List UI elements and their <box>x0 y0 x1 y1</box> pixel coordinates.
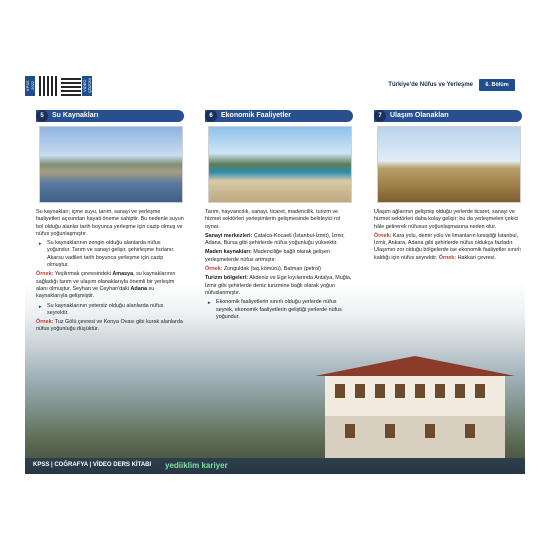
example <box>205 266 353 273</box>
bullet-item: ► Su kaynaklarının zengin olduğu alanlarda nüfus yoğundur. Tarım ve sanayi gelişir, şehirleşme hızlanır. Akarsu vadileri tarih boyunca yerleşme için cazip olmuştur. <box>36 240 184 269</box>
example-text: Kara yolu, demir yolu ve limanların kesiştiği İstanbul, İzmir, Ankara, Adana gibi şehirlerde nüfus oldukça fazladır. Ulaşımın zor olduğu bölgelerde ise ekonomik faaliyetler sınırlı kaldığı için nüfus seyrektir. <box>374 232 521 261</box>
page-header <box>25 74 525 98</box>
term-text: Çatalca-Kocaeli (İstanbul-İzmit), İzmir, Adana, Bursa gibi şehirlerde nüfus yoğunluğu yüksektir. <box>205 232 345 247</box>
video-tab: VİDEO ÇÖZÜM <box>82 76 92 96</box>
list-item <box>205 233 353 248</box>
example-bold: Amasya <box>112 271 134 278</box>
section-number: 7 <box>374 110 386 122</box>
example-label: Örnek: <box>36 319 54 326</box>
example-bold: Adana <box>130 285 148 292</box>
example <box>36 319 184 334</box>
example-label: Örnek: <box>438 254 457 261</box>
bullet-item: ► Su kaynaklarının yetersiz olduğu alanlarda nüfus seyrektir. <box>36 303 184 318</box>
qr-code-icon[interactable] <box>39 76 59 96</box>
term: Turizm bölgeleri: <box>205 275 249 282</box>
paragraph: Su kaynakları; içme suyu, tarım, sanayi ve yerleşme faaliyetleri açısından hayati öneme sahiptir. Bu nedenle suyun bol olduğu alanlar tarih boyunca yerleşme için cazip olmuş ve nüfus yoğunlaşmıştır. <box>36 209 184 237</box>
section-title-text: Su Kaynakları <box>52 112 99 119</box>
example-text: Yeşilırmak çevresindeki <box>53 271 113 278</box>
tractor-field-photo <box>377 126 521 203</box>
example-text: Zonguldak (taş kömürü), Batman (petrol) <box>222 266 321 273</box>
section-title-text: Ekonomik Faaliyetler <box>221 112 292 119</box>
term-text: Madenciliğe bağlı olarak gelişen yerleşmelerde nüfus artmıştır. <box>205 249 330 263</box>
example-text: su kaynaklarıyla gelişmiştir. <box>36 285 155 300</box>
section-title <box>205 110 353 122</box>
example-label: Örnek: <box>205 266 223 273</box>
qr-code-icon[interactable] <box>61 76 81 96</box>
term: Sanayi merkezleri: <box>205 232 253 239</box>
publisher-logo: yediiklim kariyer <box>165 461 228 470</box>
book-title: KPSS | COĞRAFYA | VİDEO DERS KİTABI <box>33 462 152 468</box>
section-transportation <box>374 110 522 264</box>
section-number: 5 <box>36 110 48 122</box>
section-number: 6 <box>205 110 217 122</box>
paragraph: Ulaşım ağlarının gelişmiş olduğu yerlerde ticaret, sanayi ve hizmet sektörleri daha kolay gelişir; bu da yerleşmeleri çekici hâle getirerek nüfusun yoğunlaşmasına neden olur. <box>374 209 519 230</box>
term-text: Akdeniz ve Ege kıyılarında Antalya, Muğla, İzmir gibi şehirlerde deniz turizmine bağlı olarak yoğun nüfuslanmıştır. <box>205 275 352 296</box>
beach-resort-photo <box>208 126 352 203</box>
example <box>374 233 522 262</box>
amasya-photo <box>39 126 183 203</box>
example-label: Örnek: <box>36 271 54 278</box>
example-text: Tuz Gölü çevresi ve Konya Ovası gibi kurak alanlarda nüfus yoğunluğu düşüktür. <box>36 319 183 333</box>
chapter-title: Türkiye'de Nüfus ve Yerleşme <box>388 82 473 88</box>
chapter-badge: 6. Bölüm <box>479 79 515 91</box>
section-title <box>36 110 184 122</box>
list-item <box>205 275 353 297</box>
book-page <box>25 74 525 474</box>
section-economic-activities <box>205 110 353 323</box>
section-water-resources <box>36 110 184 336</box>
example-text: Hakkari çevresi. <box>456 254 496 261</box>
section-title <box>374 110 522 122</box>
term: Maden kaynakları: <box>205 249 252 256</box>
page-footer <box>25 458 525 474</box>
series-tab: KPSS 2022 <box>25 76 35 96</box>
bullet-item: ► Ekonomik faaliyetlerin sınırlı olduğu yerlerde nüfus seyrek, ekonomik faaliyetlerin geliştiği yerlerde nüfus yoğundur. <box>205 299 353 321</box>
list-item <box>205 249 353 264</box>
paragraph: Tarım, hayvancılık, sanayi, ticaret, madencilik, turizm ve hizmet sektörleri yerleşimlerin gelişmesinde belirleyici rol oynar. <box>205 209 341 230</box>
example-text: , su kaynaklarının sağladığı tarım ve ulaşım olanaklarıyla önemli bir yerleşim alanı olmuştur. Seyhan ve Ceyhan'daki <box>36 271 176 292</box>
section-title-text: Ulaşım Olanakları <box>390 112 449 119</box>
ottoman-houses-illustration <box>305 336 525 458</box>
example-label: Örnek: <box>374 232 392 239</box>
example <box>36 271 184 300</box>
